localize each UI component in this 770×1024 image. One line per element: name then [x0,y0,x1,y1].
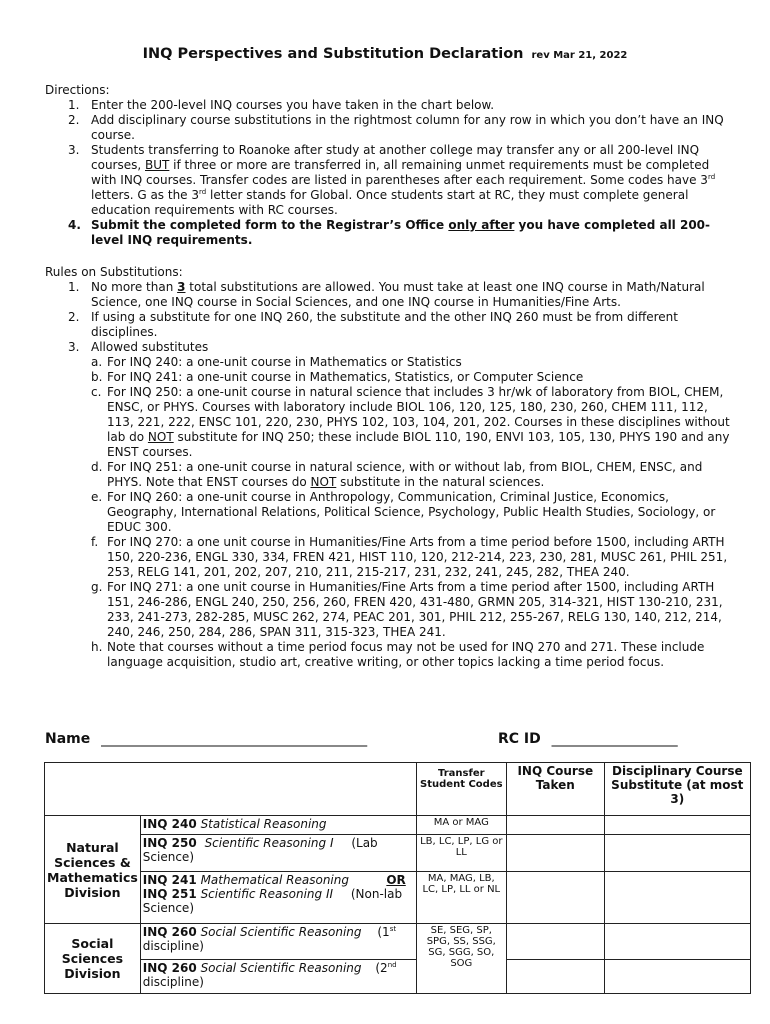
substitute-input[interactable] [604,872,750,924]
transfer-codes-cell: LB, LC, LP, LG or LL [416,835,506,872]
title-text: INQ Perspectives and Substitution Declaration [142,46,524,62]
list-item: 2. Add disciplinary course substitutions in the rightmost column for any row in which you don’t have an INQ course. [68,113,724,142]
name-field[interactable]: ______________________________________ [101,731,368,747]
list-item: a. For INQ 240: a one-unit course in Mathematics or Statistics [91,355,462,369]
course-cell: INQ 250 Scientific Reasoning I (Lab Science) [140,835,416,872]
list-item: 1. Enter the 200-level INQ courses you have taken in the chart below. [68,98,495,112]
list-item: b. For INQ 241: a one-unit course in Mathematics, Statistics, or Computer Science [91,370,584,384]
course-cell: INQ 240 Statistical Reasoning [140,816,416,835]
rcid-field[interactable]: __________________ [551,731,678,747]
inq-taken-input[interactable] [506,924,604,960]
inq-taken-input[interactable] [506,960,604,994]
table-row [45,872,751,924]
header-inq-taken: INQ Course Taken [506,763,604,816]
substitute-input[interactable] [604,816,750,835]
list-item: 2. If using a substitute for one INQ 260, the substitute and the other INQ 260 must be from different disciplines. [68,310,678,339]
name-id-row [45,731,725,747]
course-cell: INQ 260 Social Scientific Reasoning (2nd discipline) [140,960,416,994]
rcid-label: RC ID [498,731,541,747]
substitute-input[interactable] [604,924,750,960]
directions-list [68,98,733,248]
list-item: 3. Students transferring to Roanoke after study at another college may transfer any or all 200-level INQ courses, BUT if three or more are transferred in, all remaining unmet requirements must be completed with INQ courses. Transfer codes are listed in parentheses after each requirement. Some codes have 3rd letters. G as the 3rd letter stands for Global. Once students start at RC, they must complete general education requirements with RC courses. [68,143,716,217]
inq-taken-input[interactable] [506,872,604,924]
page-title [0,46,770,62]
division-social-sciences: Social Sciences Division [45,924,141,994]
substitute-input[interactable] [604,960,750,994]
table-row [45,924,751,960]
course-cell: INQ 241 Mathematical Reasoning OR INQ 251 Scientific Reasoning II (Non-lab Science) [140,872,416,924]
list-item: 3. Allowed substitutes a. For INQ 240: a one-unit course in Mathematics or Statistics b. For INQ 241: a one-unit course in Mathematics, Statistics, or Computer Science c. For INQ 250: a one-unit course in natural science that includes 3 hr/wk of laboratory from BIOL, CHEM, ENSC, or PHYS. Courses with laboratory include BIOL 106, 120, 125, 180, 230, 260, CHEM 111, 112, 113, 221, 222, ENSC 101, 220, 230, PHYS 102, 103, 104, 201, 202. Courses in these disciplines without lab do NOT substitute for INQ 250; these include BIOL 110, 190, ENVI 103, 105, 130, PHYS 190 and any ENST courses. d. For INQ 251: a one-unit course in natural science, with or without lab, from BIOL, CHEM, ENSC, and PHYS. Note that ENST courses do NOT substitute in the natural sciences. e. For INQ 260: a one-unit course in Anthropology, Communication, Criminal Justice, Economics, Geography, International Relations, Political Science, Psychology, Public Health Studies, Sociology, or EDUC 300. f. For INQ 270: a one unit course in Humanities/Fine Arts from a time period before 1500, including ARTH 150, 220-236, ENGL 330, 334, FREN 421, HIST 110, 120, 212-214, 223, 230, 281, MUSC 261, PHIL 251, 253, RELG 141, 201, 202, 207, 210, 211, 215-217, 231, 232, 241, 245, 282, THEA 240. g. For INQ 271: a one unit course in Humanities/Fine Arts from a time period after 1500, including ARTH 151, 246-286, ENGL 240, 250, 256, 260, FREN 420, 431-480, GRMN 205, 314-321, HIST 130-210, 231, 233, 241-273, 282-285, MUSC 262, 274, PEAC 201, 301, PHIL 212, 255-267, RELG 130, 140, 212, 214, 240, 246, 250, 284, 286, SPAN 311, 315-323, THEA 241. h. Note that courses without a time period focus may not be used for INQ 270 and 271. These include language acquisition, studio art, creative writing, or other topics lacking a time period focus. [68,340,733,670]
substitutes-list [91,355,733,670]
rules-heading: Rules on Substitutions: [45,265,183,279]
course-cell: INQ 260 Social Scientific Reasoning (1st discipline) [140,924,416,960]
table-row [45,960,751,994]
revision-date: rev Mar 21, 2022 [531,50,628,61]
name-label: Name [45,731,91,747]
transfer-codes-cell: SE, SEG, SP, SPG, SS, SSG, SG, SGG, SO, SOG [416,924,506,994]
course-table [44,762,751,994]
header-substitute: Disciplinary Course Substitute (at most 3) [604,763,750,816]
list-item: d. For INQ 251: a one-unit course in natural science, with or without lab, from BIOL, CHEM, ENSC, and PHYS. Note that ENST courses do NOT substitute in the natural sciences. [91,460,703,489]
list-item: f. For INQ 270: a one unit course in Humanities/Fine Arts from a time period before 1500, including ARTH 150, 220-236, ENGL 330, 334, FREN 421, HIST 110, 120, 212-214, 223, 230, 281, MUSC 261, PHIL 251, 253, RELG 141, 201, 202, 207, 210, 211, 215-217, 231, 232, 241, 245, 282, THEA 240. [91,535,728,579]
table-row [45,816,751,835]
table-header-row [45,763,751,816]
list-item: g. For INQ 271: a one unit course in Humanities/Fine Arts from a time period after 1500, including ARTH 151, 246-286, ENGL 240, 250, 256, 260, FREN 420, 431-480, GRMN 205, 314-321, HIST 130-210, 231, 233, 241-273, 282-285, MUSC 262, 274, PEAC 201, 301, PHIL 212, 255-267, RELG 130, 140, 212, 214, 240, 246, 250, 284, 286, SPAN 311, 315-323, THEA 241. [91,580,723,639]
header-transfer-codes: Transfer Student Codes [416,763,506,816]
list-item: c. For INQ 250: a one-unit course in natural science that includes 3 hr/wk of laboratory from BIOL, CHEM, ENSC, or PHYS. Courses with laboratory include BIOL 106, 120, 125, 180, 230, 260, CHEM 111, 112, 113, 221, 222, ENSC 101, 220, 230, PHYS 102, 103, 104, 201, 202. Courses in these disciplines without lab do NOT substitute for INQ 250; these include BIOL 110, 190, ENVI 103, 105, 130, PHYS 190 and any ENST courses. [91,385,730,459]
list-item: h. Note that courses without a time period focus may not be used for INQ 270 and 271. These include language acquisition, studio art, creative writing, or other topics lacking a time period focus. [91,640,705,669]
directions-heading: Directions: [45,83,110,97]
list-item: 4. Submit the completed form to the Registrar’s Office only after you have completed all 200-level INQ requirements. [68,218,710,247]
division-natural-sciences: Natural Sciences & Mathematics Division [45,816,141,924]
rules-list [68,280,733,670]
table-row [45,835,751,872]
substitute-input[interactable] [604,835,750,872]
transfer-codes-cell: MA or MAG [416,816,506,835]
inq-taken-input[interactable] [506,816,604,835]
inq-taken-input[interactable] [506,835,604,872]
transfer-codes-cell: MA, MAG, LB, LC, LP, LL or NL [416,872,506,924]
list-item: 1. No more than 3 total substitutions are allowed. You must take at least one INQ course in Math/Natural Science, one INQ course in Social Sciences, and one INQ course in Humanities/Fine Arts. [68,280,705,309]
list-item: e. For INQ 260: a one-unit course in Anthropology, Communication, Criminal Justice, Economics, Geography, International Relations, Political Science, Psychology, Public Health Studies, Sociology, or EDUC 300. [91,490,716,534]
